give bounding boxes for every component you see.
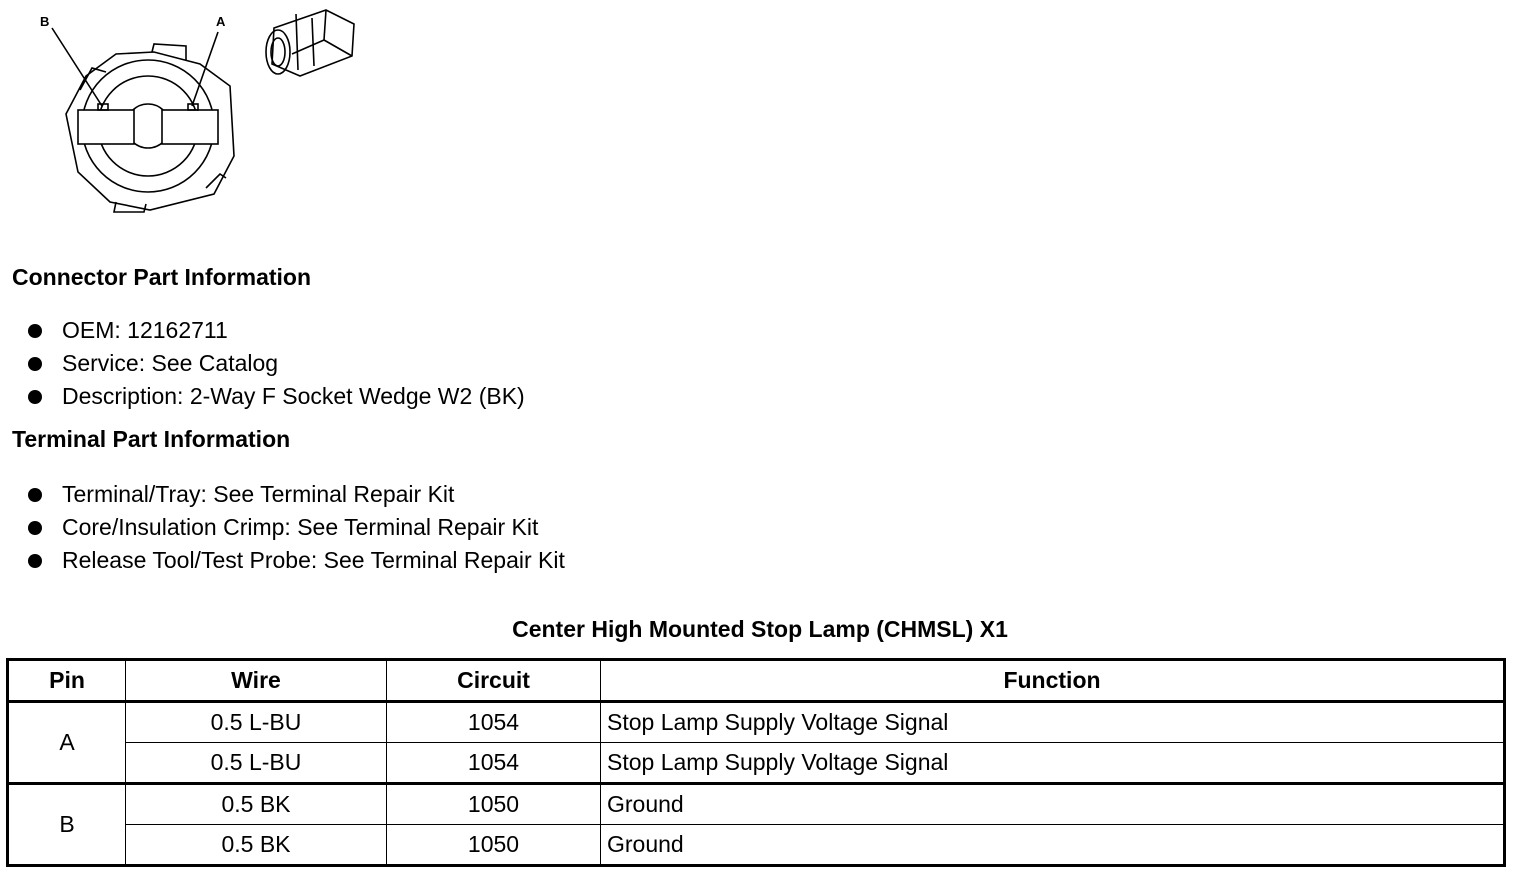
connector-isometric-view: [266, 10, 354, 76]
oem-part-number: OEM: 12162711: [62, 317, 228, 343]
bullet-icon: [28, 390, 42, 404]
pin-cell: B: [8, 784, 126, 866]
terminal-tray: Terminal/Tray: See Terminal Repair Kit: [62, 481, 455, 507]
pin-table: [6, 658, 1506, 867]
bullet-icon: [28, 554, 42, 568]
wire-cell: 0.5 L-BU: [126, 743, 387, 784]
bullet-icon: [28, 521, 42, 535]
bullet-icon: [28, 488, 42, 502]
bullet-icon: [28, 357, 42, 371]
connector-description: Description: 2-Way F Socket Wedge W2 (BK): [62, 383, 525, 409]
function-cell: Ground: [601, 784, 1505, 825]
wire-cell: 0.5 L-BU: [126, 702, 387, 743]
table-row: [8, 784, 1505, 825]
header-wire: Wire: [126, 660, 387, 702]
circuit-cell: 1050: [387, 825, 601, 866]
connector-face-diagram: [30, 6, 370, 216]
wire-cell: 0.5 BK: [126, 825, 387, 866]
connector-part-info-heading: Connector Part Information: [12, 264, 312, 290]
terminal-a: [162, 110, 218, 144]
header-circuit: Circuit: [387, 660, 601, 702]
function-cell: Ground: [601, 825, 1505, 866]
pin-cell: A: [8, 702, 126, 784]
wire-cell: 0.5 BK: [126, 784, 387, 825]
pin-table-title: Center High Mounted Stop Lamp (CHMSL) X1: [512, 616, 1008, 642]
circuit-cell: 1054: [387, 743, 601, 784]
terminal-b: [78, 110, 134, 144]
header-pin: Pin: [8, 660, 126, 702]
core-insulation-crimp: Core/Insulation Crimp: See Terminal Repair Kit: [62, 514, 539, 540]
table-row: [8, 743, 1505, 784]
callout-b-label: B: [40, 14, 50, 29]
locking-tab-right: [206, 174, 226, 188]
table-row: [8, 825, 1505, 866]
callout-a-label: A: [216, 14, 226, 29]
terminal-part-info-heading: Terminal Part Information: [12, 426, 291, 452]
function-cell: Stop Lamp Supply Voltage Signal: [601, 743, 1505, 784]
release-tool-test-probe: Release Tool/Test Probe: See Terminal Repair Kit: [62, 547, 565, 573]
service-part: Service: See Catalog: [62, 350, 279, 376]
function-cell: Stop Lamp Supply Voltage Signal: [601, 702, 1505, 743]
header-function: Function: [601, 660, 1505, 702]
circuit-cell: 1054: [387, 702, 601, 743]
circuit-cell: 1050: [387, 784, 601, 825]
bullet-icon: [28, 324, 42, 338]
table-row: [8, 702, 1505, 743]
table-header-row: [8, 660, 1505, 702]
callout-a-leader: [192, 32, 218, 106]
